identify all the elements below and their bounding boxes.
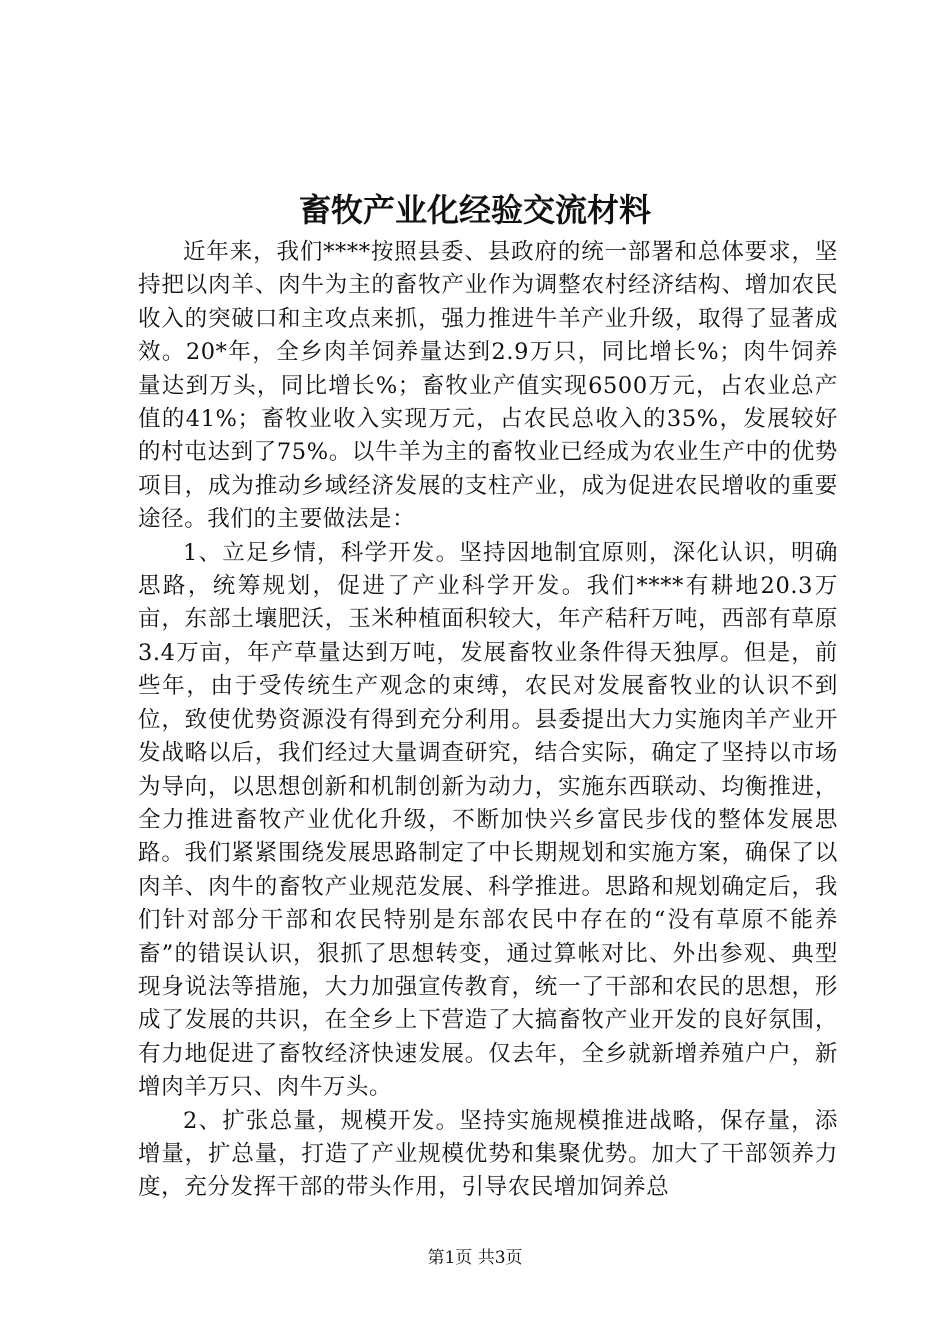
document-title: 畜牧产业化经验交流材料 (298, 191, 651, 229)
paragraph-section-1: 1、立足乡情，科学开发。坚持因地制宜原则，深化认识，明确思路，统筹规划，促进了产业科学开发。我们****有耕地20.3万亩，东部土壤肥沃，玉米种植面积较大，年产秸秆万吨，西部有草原3.4万亩，年产草量达到万吨，发展畜牧业条件得天独厚。但是，前些年，由于受传统生产观念的束缚，农民对发展畜牧业的认识不到位，致使优势资源没有得到充分利用。县委提出大力实施肉羊产业开发战略以后，我们经过大量调查研究，结合实际，确定了坚持以市场为导向，以思想创新和机制创新为动力，实施东西联动、均衡推进，全力推进畜牧产业优化升级，不断加快兴乡富民步伐的整体发展思路。我们紧紧围绕发展思路制定了中长期规划和实施方案，确保了以肉羊、肉牛的畜牧产业规范发展、科学推进。思路和规划确定后，我们针对部分干部和农民特别是东部农民中存在的“没有草原不能养畜”的错误认识，狠抓了思想转变，通过算帐对比、外出参观、典型现身说法等措施，大力加强宣传教育，统一了干部和农民的思想，形成了发展的共识，在全乡上下营造了大搞畜牧产业开发的良好氛围，有力地促进了畜牧经济快速发展。仅去年，全乡就新增养殖户户，新增肉羊万只、肉牛万头。 (138, 539, 838, 1101)
document-body (138, 236, 838, 1205)
page-number-footer: 第1页 共3页 (427, 1248, 523, 1268)
paragraph-intro: 近年来，我们****按照县委、县政府的统一部署和总体要求，坚持把以肉羊、肉牛为主的畜牧产业作为调整农村经济结构、增加农民收入的突破口和主攻点来抓，强力推进牛羊产业升级，取得了显著成效。20*年，全乡肉羊饲养量达到2.9万只，同比增长%；肉牛饲养量达到万头，同比增长%；畜牧业产值实现6500万元，占农业总产值的41%；畜牧业收入实现万元，占农民总收入的35%，发展较好的村屯达到了75%。以牛羊为主的畜牧业已经成为农业生产中的优势项目，成为推动乡域经济发展的支柱产业，成为促进农民增收的重要途径。我们的主要做法是： (138, 239, 838, 533)
paragraph-section-2: 2、扩张总量，规模开发。坚持实施规模推进战略，保存量，添增量，扩总量，打造了产业规模优势和集聚优势。加大了干部领养力度，充分发挥干部的带头作用，引导农民增加饲养总 (138, 1107, 838, 1201)
